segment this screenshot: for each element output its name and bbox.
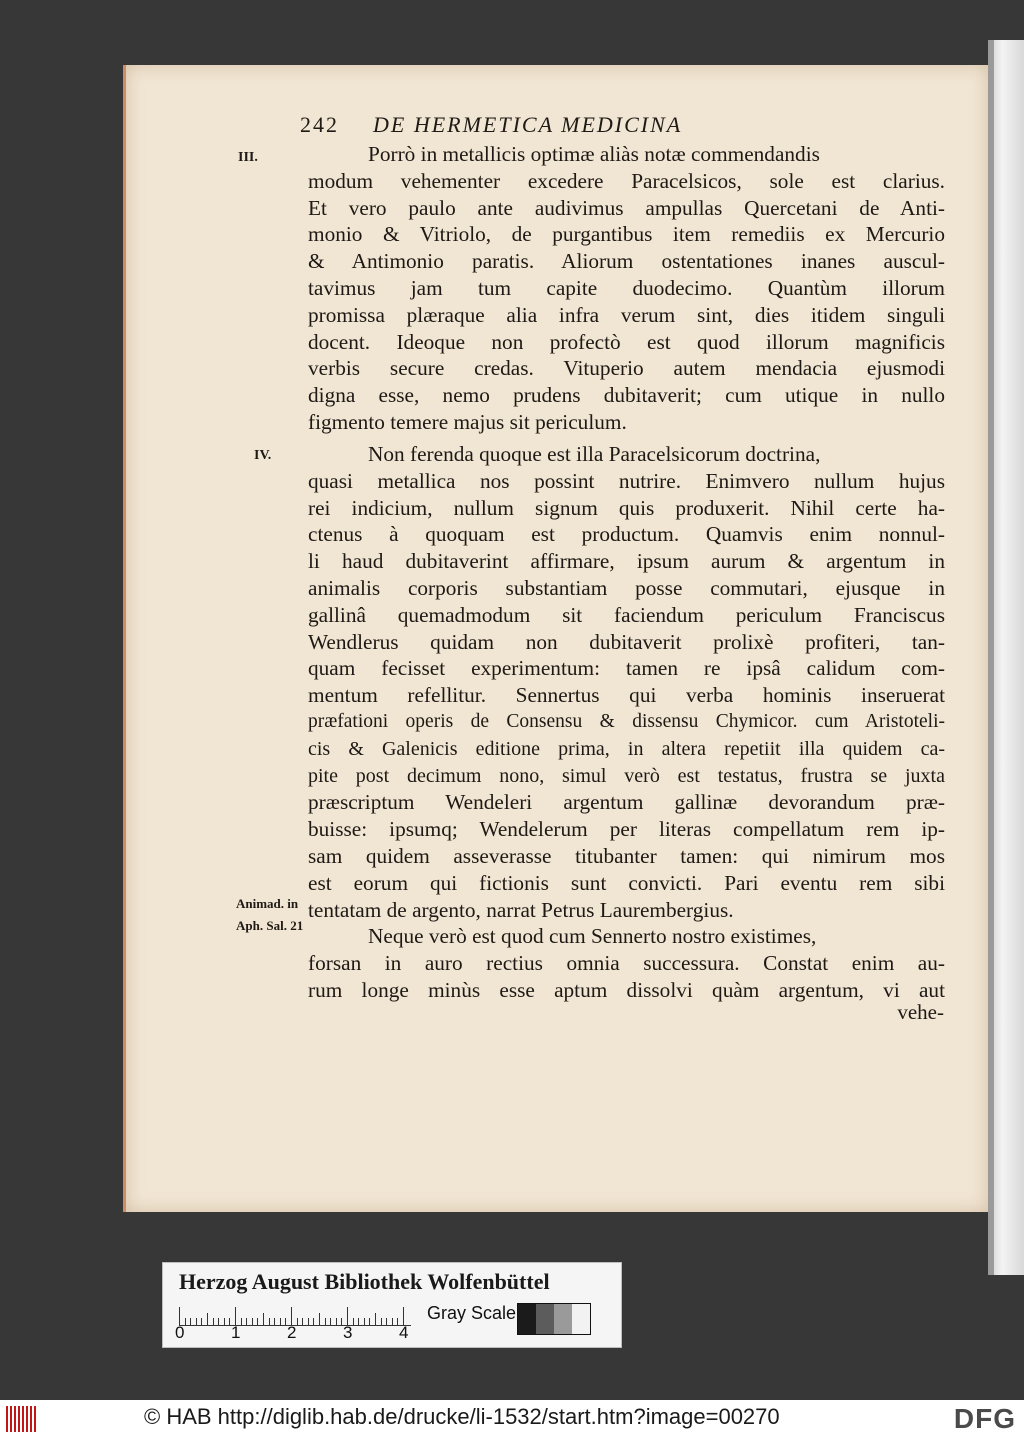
text-line: Porrò in metallicis optimæ aliàs notæ commendandis xyxy=(368,142,820,166)
text-line: tentatam de argento, narrat Petrus Laurembergius. xyxy=(308,897,734,922)
text-line: Neque verò est quod cum Sennerto nostro existimes, xyxy=(368,924,817,949)
running-title: DE HERMETICA MEDICINA xyxy=(373,112,683,137)
hab-barcode-icon xyxy=(6,1406,40,1432)
adjacent-page-edge xyxy=(988,40,1024,1275)
text-line: ctenus à quoquam est productum. Quamvis enim nonnul- xyxy=(308,522,945,547)
text-line: figmento temere majus sit periculum. xyxy=(308,409,627,434)
gray-swatch xyxy=(572,1304,590,1334)
text-line: Wendlerus quidam non dubitaverit prolixè profiteri, tan- xyxy=(308,629,945,654)
gray-scale-strip xyxy=(517,1303,591,1335)
text-line: pite post decimum nono, simul verò est testatus, frustra se juxta xyxy=(308,764,945,787)
text-line: buisse: ipsumq; Wendelerum per literas compellatum rem ip- xyxy=(308,817,945,842)
text-line: quasi metallica nos possint nutrire. Enimvero nullum hujus xyxy=(308,468,945,493)
text-line: forsan in auro rectius omnia successura. Constat enim au- xyxy=(308,951,945,976)
text-line: mentum refellitur. Sennertus qui verba hominis inseruerat xyxy=(308,683,945,708)
running-head xyxy=(300,112,820,142)
text-line: modum vehementer excedere Paracelsicos, sole est clarius. xyxy=(308,168,945,193)
ruler-label: 3 xyxy=(343,1323,353,1342)
library-name: Herzog August Bibliothek Wolfenbüttel xyxy=(179,1269,550,1294)
text-line: verbis secure credas. Vituperio autem mendacia ejusmodi xyxy=(308,356,945,381)
text-line: promissa plæraque alia infra verum sint, dies itidem singuli xyxy=(308,302,945,327)
color-reference-card xyxy=(162,1262,622,1348)
text-line: docent. Ideoque non profectò est quod illorum magnificis xyxy=(308,329,945,354)
section-marker-iii: III. xyxy=(238,150,258,165)
ruler-label: 1 xyxy=(231,1323,241,1342)
gray-scale-label: Gray Scale xyxy=(427,1303,517,1323)
credit-link[interactable]: © HAB http://diglib.hab.de/drucke/li-1532/start.htm?image=00270 xyxy=(144,1404,780,1429)
text-line: & Antimonio paratis. Aliorum ostentationes inanes auscul- xyxy=(308,249,945,274)
text-line: digna esse, nemo prudens dubitaverit; cum utique in nullo xyxy=(308,383,945,408)
text-line: præfationi operis de Consensu & dissensu Chymicor. cum Aristoteli- xyxy=(308,710,945,732)
text-line: monio & Vitriolo, de purgantibus item remediis ex Mercurio xyxy=(308,222,945,247)
margin-note-line-1: Animad. in xyxy=(236,896,299,911)
text-line: sam quidem asseverasse titubanter tamen: qui nimirum mos xyxy=(308,843,945,868)
ruler-label: 0 xyxy=(175,1323,185,1342)
section-marker-iv: IV. xyxy=(254,448,272,463)
text-line: rum longe minùs esse aptum dissolvi quàm argentum, vi aut xyxy=(308,977,945,1002)
text-line: præscriptum Wendeleri argentum gallinæ devorandum præ- xyxy=(308,790,945,815)
text-line: li haud dubitaverint affirmare, ipsum aurum & argentum in xyxy=(308,549,945,574)
ruler-labels xyxy=(175,1323,425,1343)
section-iii-text xyxy=(308,141,945,436)
gray-swatch xyxy=(536,1304,554,1334)
text-line: rei indicium, nullum signum quis produxerit. Nihil certe ha- xyxy=(308,495,945,520)
text-line: tavimus jam tum capite duodecimo. Quantùm illorum xyxy=(308,275,945,300)
text-line: Non ferenda quoque est illa Paracelsicorum doctrina, xyxy=(368,442,821,466)
section-iv-text xyxy=(308,441,945,1004)
text-line: Et vero paulo ante audivimus ampullas Quercetani de Anti- xyxy=(308,195,945,220)
ruler-label: 2 xyxy=(287,1323,297,1342)
catchword: vehe- xyxy=(897,1000,944,1024)
text-line: quam fecisset experimentum: tamen re ipsâ calidum com- xyxy=(308,656,945,681)
gray-swatch xyxy=(554,1304,572,1334)
text-line: cis & Galenicis editione prima, in altera repetiit illa quidem ca- xyxy=(308,737,945,760)
page-number: 242 xyxy=(300,112,339,137)
footer-bar xyxy=(0,1400,1024,1439)
ruler-label: 4 xyxy=(399,1323,409,1342)
margin-note-line-2: Aph. Sal. 21 xyxy=(236,918,304,933)
dfg-logo: DFG xyxy=(953,1403,1016,1434)
text-line: gallinâ quemadmodum sit faciendum periculum Franciscus xyxy=(308,602,945,627)
text-line: est eorum qui fictionis sunt convicti. Pari eventu rem sibi xyxy=(308,870,945,895)
gray-swatch xyxy=(518,1304,536,1334)
text-line: animalis corporis substantiam posse commutari, ejusque in xyxy=(308,575,945,600)
